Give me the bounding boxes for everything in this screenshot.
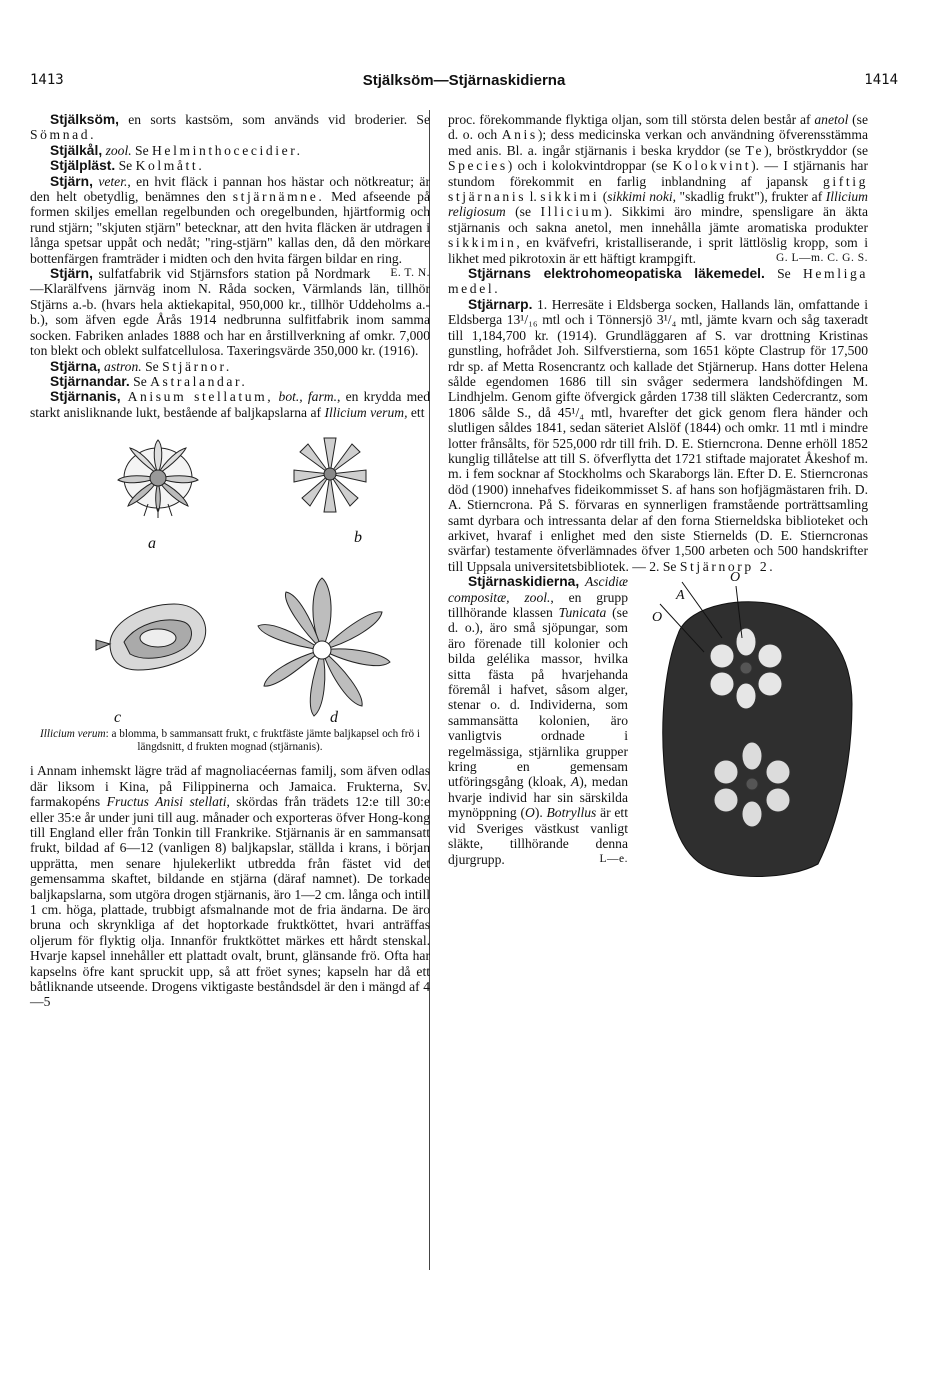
headword: Stjärna, [50,358,101,374]
mature-star-anise-drawing [258,578,390,716]
author-signature: E. T. N. [390,267,430,280]
cross-reference: Hemliga medel. [448,266,868,297]
author-signature: L—e. [599,852,628,865]
headword: Stjärnaskidierna, [468,574,580,590]
entry-stjarnarp: Stjärnarp. 1. Herresäte i Eldsberga socken, Hallands län, omfattande i Eldsberga 13¹/₁₆ mtl och i Tönnersjö 3¹/₄ mtl, jämte kvarn och såg taxeradt till 1,184,700 kr. (1914). Grundläggaren af S. var drottning Kristinas gunstling, hofrådet Joh. Silfverstierna, som 1651 köpte Clastrup för 17,500 rdr sp. af Metta Rosencrantz och kallade det Stjärnerup. Hans dotter Helena sålde egendomen 1686 till sin svåger sedermera landshöfdingen M. Lindhjelm. Genom gifte öfvergick gården 1738 till släkten Cedercrantz, som 1806 sålde S., då 45¹/₄ mtl, hvarefter det gick genom flera händer och slutligen såldes 1841, sedan säteriet Alslöf (1844) och omkr. 11 mtl i mindre lotter frånsålts, för 525,000 rdr till frih. D. E. Stierncrona. Denne erhöll 1852 kunglig tillåtelse att till S. öfverflytta det 1721 stiftade majoratet Åkeshof m. m. i fem socknar af Stockholms och Skaraborgs län. Efter D. E. Stierncronas död (1900) innehafves fideikommisset S. af hans son hofjägmästaren frih. D. A. Stierncrona. På S. förvaras en synnerligen framstående porträttsamling samt dyrbara och intressanta delar af den forna Stierneldska biblioteket och arkivet, hvaraf i enlighet med den siste Stiernelds (D. E. Stierncronas svärfar) testamente öfverlämnades öfver 1,500 arbeten och 500 handskrifter till Uppsala universitetsbibliotek. — 2. Se Stjärnorp 2. [448,296,868,574]
page-header [30,72,898,94]
cross-reference: Sömnad. [30,127,97,143]
headword: Stjälkål, [50,142,103,158]
entry-stjarnanis-continued-right: proc. förekommande flyktiga oljan, som till största delen består af anetol (se d. o. och Anis); dess medicinska verkan och användning öfverensstämma med anis. Bl. a. ingår stjärnanis i beska kryddor (se Te), bröstkryddor (se Species) och i kolokvintdroppar (se Kolokvint). — I stjärnanis har stundom förekommit en farlig inblandning af japansk giftig stjärnanis l. sikkimi (sikkimi noki, "skadlig frukt"), frukter af Illicium religiosum (se Illicium). Sikkimi äro mindre, spensligare än äkta stjärnanis och sakna anetol, men innehålla jämte aromatiska produkter sikkimin, en kväfvefri, kristalliserande, i sprit lättlöslig kropp, som i likhet med pikrotoxin är ett häftigt krampgift. G. L—m. C. G. S. [448,112,869,266]
star-fruit-drawing [294,438,366,512]
label-a: A [676,588,685,604]
illicium-illustration [30,426,430,724]
fig-label-a: a [148,535,156,553]
entry-stjarnanis-continued: i Annam inhemskt lägre träd af magnoliacéernas familj, som äfven odlas där liksom i Kina, på Filippinerna och Jamaica. Frukterna, Sv. farmakopéns Fructus Anisi stellati, skördas från trädets 12:e till 30:e eller 35:e år under juni till aug. månader och exporteras öfver Hong-kong till England eller från Tonkin till Frankrike. Stjärnanis är en sammansatt frukt, bildad af 6—12 (vanligen 8) baljkapslar, ställda i krans, i början upprätta, men senare hjulekerlikt utbredda från fästet vid det gemensamma skaftet, bildande en stjärna (däraf namnet). De torkade baljkapslarna, som utgöra drogen stjärnanis, äro 1—2 cm. långa och intill 1 cm. höga, plattade, trubbigt afsmalnande mot de fria ändarna. De äro bruna och skrynkliga af det hoptorkade fruktköttet, hvari anträffas oljerum för flyktig olja. Innanför fruktköttet märkes ett hårdt stenskal. Hvarje kapsel innehåller ett plattadt ovalt, brunt, glänsande frö. Ofta har kapselns öfre kant spruckit upp, så att fröet synes; kapseln har då ett båtliknande utseende. Drogens viktigaste beståndsdel är den i mängd af 4—5 [30,763,430,1010]
entry-stjarn-sulfatfabrik: Stjärn, sulfatfabrik vid Stjärnsfors station på Nordmark—Klarälfvens järnväg inom N. Råda socken, Värmlands län, tillhör Stjärns a.-b. (hvars hela aktiekapital, 950,000 kr., tillhör Uddeholms a.-b.), som äfven egde Årås 1914 nedbrunna sulfitfabrik inom samma socken. Fabriken anlades 1888 och har en årstillverkning af omkr. 7,000 ton blekt och oblekt sulfatcellulosa. Taxeringsvärde 350,000 kr. (1916). [30,266,430,359]
author-signature: G. L—m. C. G. S. [775,251,868,264]
entry-stjarnandar: Stjärnandar. Se Astralandar. [50,373,248,389]
illicium-figure [30,426,430,724]
fig-label-d: d [330,709,338,725]
headword: Stjälksöm, [50,112,120,127]
entry-stjarnaskidierna: Stjärnaskidierna, Ascidiæ compositæ, zool., en grupp tillhörande klassen Tunicata (se d. o.), äro små sjöpungar, som äro förenade till kolonier och bilda gelélika massor, hvilka sitta fästa på hvarjehanda föremål i hafvet, såsom alger, stenar o. d. Individerna, som sammansätta kolonien, äro vanligtvis ordnade i regelmässiga, stjärnlika grupper kring en gemensam utföringsgång (kloak, A), medan hvarje individ har sin särskilda mynöppning (O). Botryllus är ett vid Sveriges västkust vanligt släkte, tillhörande denna djurgrupp. L—e. [448,574,628,867]
headword: Stjärnandar. [50,373,130,389]
entry-stjarna: Stjärna, astron. Se Stjärnor. [50,358,232,374]
cross-reference: Astralandar. [150,373,248,389]
headword: Stjälpläst. [50,158,116,174]
cross-reference: Stjärnorp 2. [679,558,776,574]
headword: Stjärnarp. [468,296,533,312]
headword: Stjärnans elektrohomeopatiska läkemedel. [468,266,765,282]
cross-reference: Stjärnor. [162,358,232,374]
entry-stjalplast: Stjälpläst. Se Kolmått. [50,158,205,174]
fig-label-b: b [354,529,362,547]
right-column [448,112,868,886]
entry-stjarnans-lakemedel: Stjärnans elektrohomeopatiska läkemedel. Se Hemliga medel. [448,266,868,297]
capsule-drawing [96,604,206,670]
figure-caption: Illicium verum: a blomma, b sammansatt frukt, c fruktfäste jämte baljkapsel och frö i längdsnitt, d frukten mognad (stjärnanis). [40,728,420,753]
entry-stjalksom: Stjälksöm, en sorts kastsöm, som används vid broderier. Se Sömnad. [30,112,430,143]
entry-stjarn-veter: Stjärn, veter., en hvit fläck i pannan hos hästar och nötkreatur; är den helt obetydlig, benämnes den stjärnämne. Med afseende på formen skiljes emellan regelbunden och oregelbunden, hjärtformig och rund stjärn; "skjuten stjärn" betecknar, att den hvita fläcken är utdragen i långa spetsar uppåt och nedåt; "ring-stjärn" kallas den, då den mörkare bottenfärgen framträder i midten och den hvita färgen bildar en ring. E. T. N. [30,174,430,266]
page-number-left: 1413 [30,72,64,88]
left-column [30,112,430,1010]
botryllus-illustration [638,574,868,882]
headword: Stjärn, [50,266,93,282]
page-number-right: 1414 [864,72,898,88]
headword: Stjärnanis, [50,389,121,405]
running-title: Stjälksöm—Stjärnaskidierna [362,72,566,89]
entry-stjalkal: Stjälkål, zool. Se Helminthocecidier. [50,142,303,158]
entry-stjarnaskidierna-wrap [448,570,868,867]
headword: Stjärn, [50,173,93,189]
cross-reference: Helminthocecidier. [152,142,303,158]
ascidian-figure [638,570,868,882]
fig-label-c: c [114,709,122,725]
label-o-left: O [652,610,663,626]
label-o-top: O [730,570,741,586]
flower-drawing [118,440,198,518]
cross-reference: Kolmått. [135,158,205,174]
entry-stjarnanis: Stjärnanis, Anisum stellatum, bot., farm., en krydda med starkt anisliknande lukt, bestående af baljkapslarna af Illicium verum, ett [30,389,431,420]
